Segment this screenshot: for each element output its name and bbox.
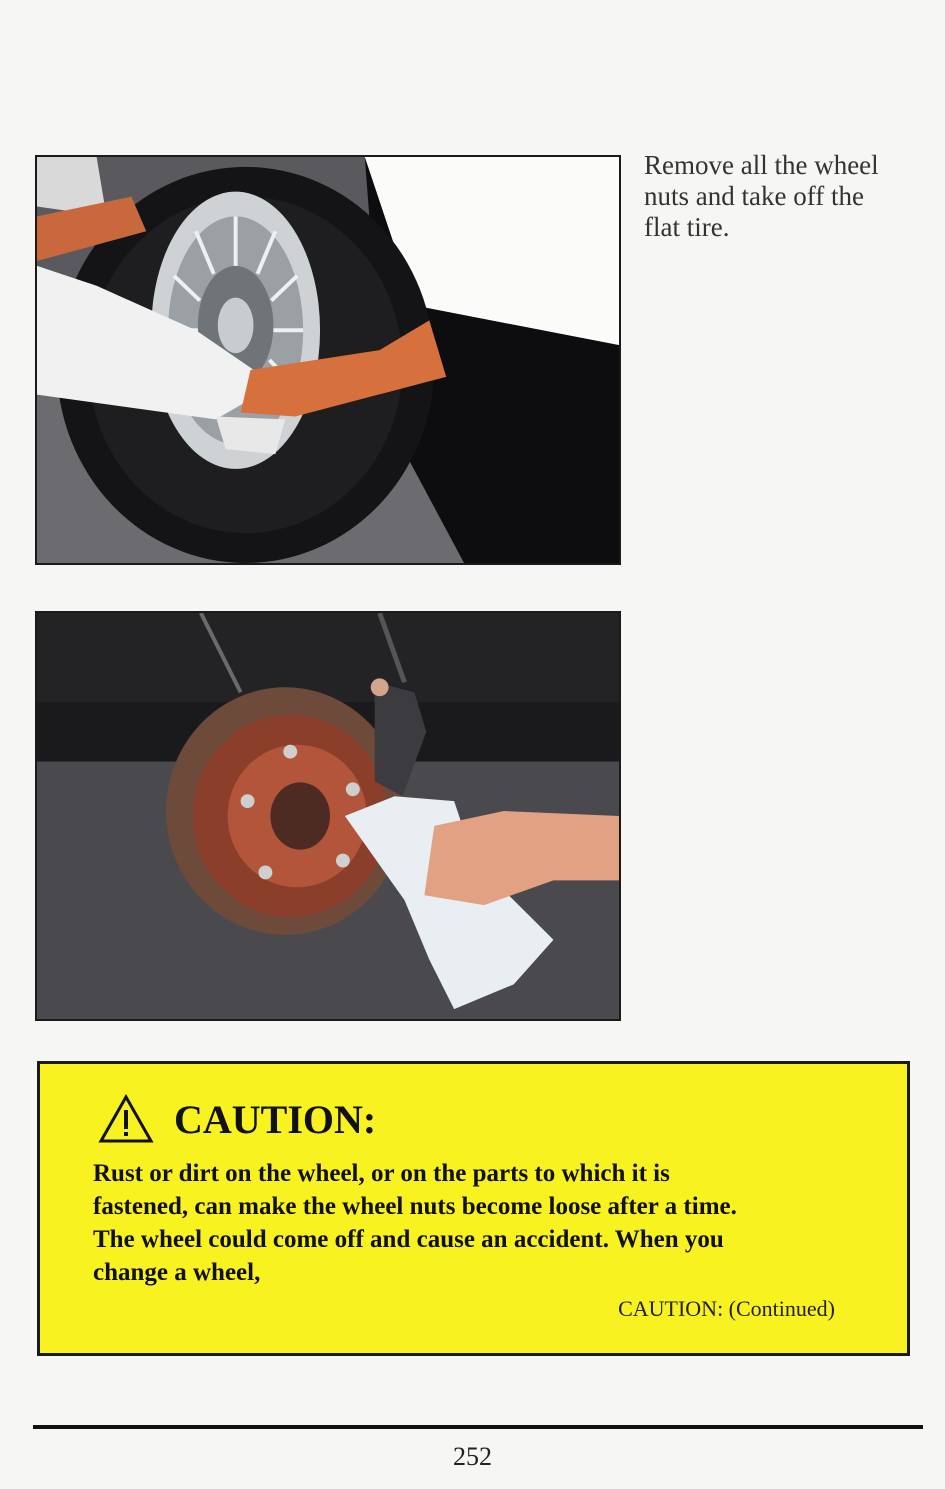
page-number: 252: [453, 1442, 492, 1471]
warning-triangle-icon: [98, 1094, 154, 1144]
caution-box: [37, 1061, 910, 1356]
instruction-line-2: nuts and take off the: [644, 181, 864, 211]
instruction-line-1: Remove all the wheel: [644, 150, 879, 180]
caution-line-3: The wheel could come off and cause an accident. When you: [93, 1226, 724, 1253]
instruction-line-3: flat tire.: [644, 212, 730, 242]
photo-cleaning-wheel-hub: [35, 611, 621, 1021]
caution-header: [98, 1094, 376, 1144]
hub-cleaning-illustration: [37, 613, 619, 1019]
caution-line-1: Rust or dirt on the wheel, or on the parts to which it is: [93, 1160, 670, 1187]
caution-body: [93, 1157, 853, 1289]
instruction-text: [644, 150, 924, 243]
tire-removal-illustration: [37, 157, 619, 563]
caution-continued: CAUTION: (Continued): [618, 1296, 835, 1321]
caution-line-2: fastened, can make the wheel nuts become loose after a time.: [93, 1193, 737, 1220]
caution-title: CAUTION:: [174, 1096, 377, 1142]
footer-divider: [33, 1425, 923, 1429]
photo-removing-flat-tire: [35, 155, 621, 565]
caution-line-4: change a wheel,: [93, 1259, 261, 1286]
